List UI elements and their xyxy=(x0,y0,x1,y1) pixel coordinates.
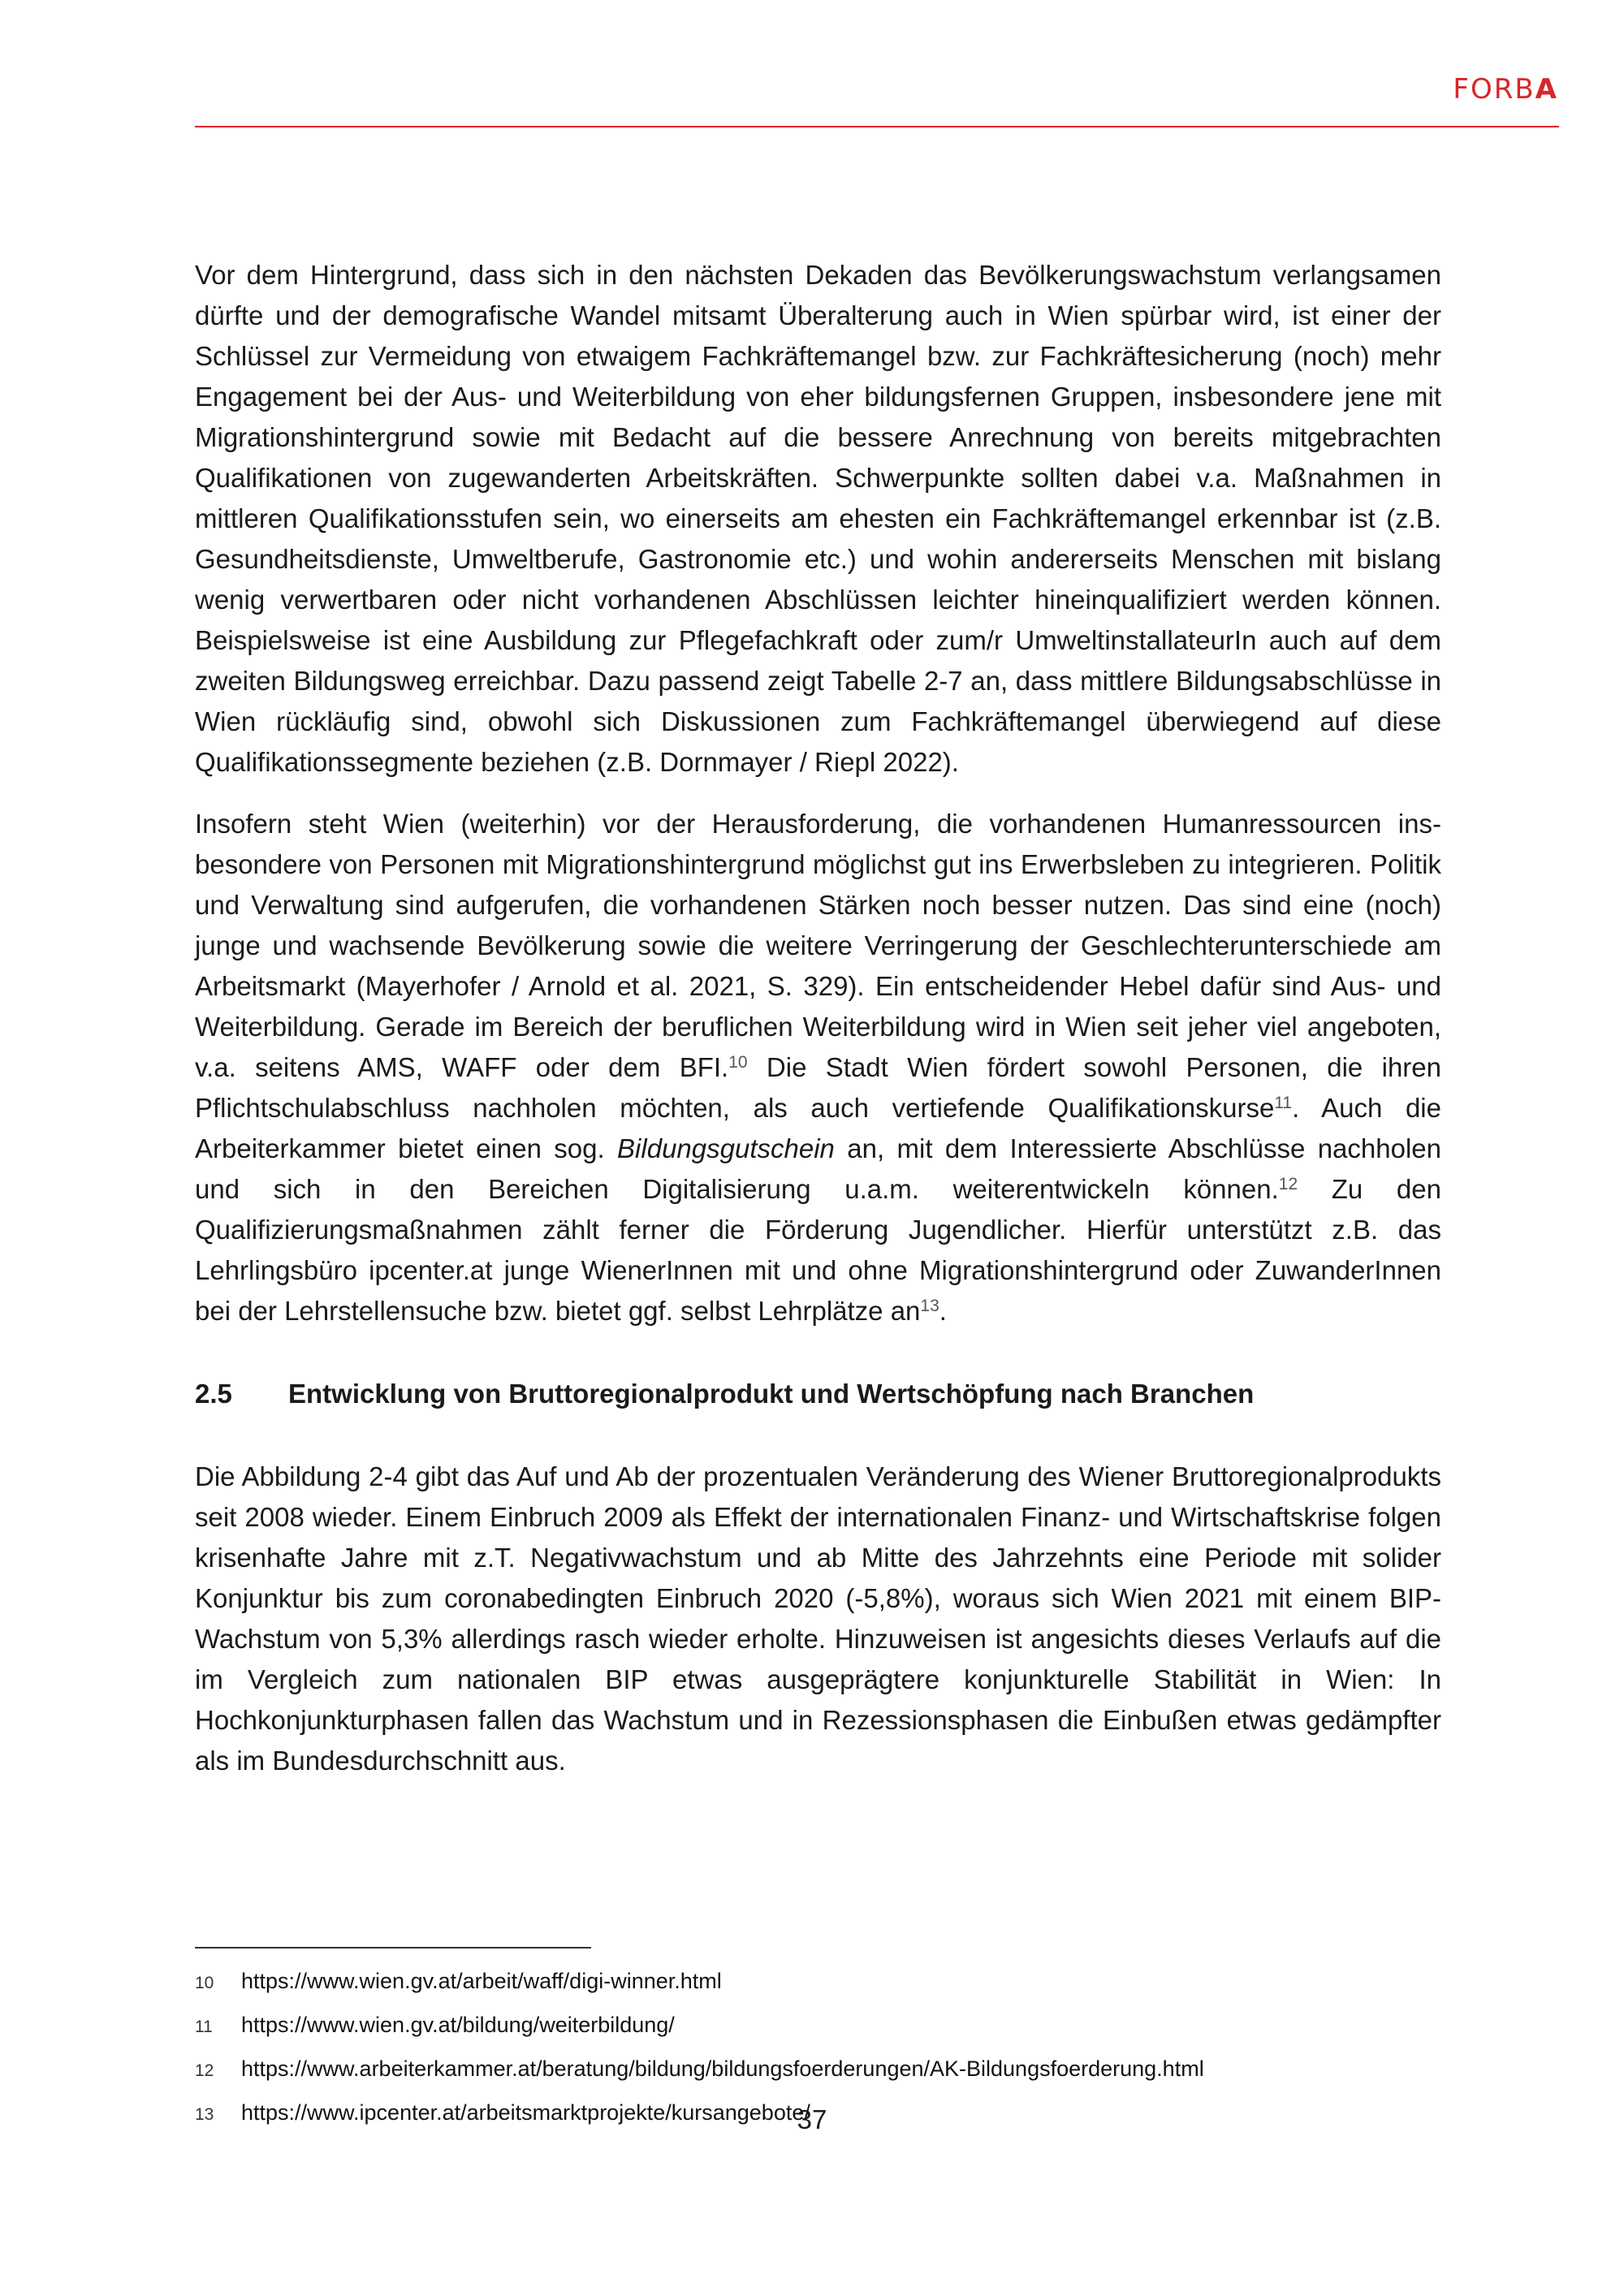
bildungsgutschein-term: Bildungsgutschein xyxy=(617,1133,835,1163)
footnote-link[interactable]: https://www.wien.gv.at/arbeit/waff/digi-winner.html xyxy=(241,1969,722,1993)
paragraph-2-text-c: . Auch die Arbeiterkammer bietet einen sog. xyxy=(195,1093,1441,1163)
footnote-divider xyxy=(195,1947,591,1949)
paragraph-2-text-f: . xyxy=(939,1296,947,1326)
footnote-item xyxy=(195,1969,1559,2013)
header-divider xyxy=(195,126,1559,127)
paragraph-2-text-e: Zu den Qualifizierungsmaßnahmen zählt ferner die Förderung Jugendlicher. Hierfür unterstützt z.B. das Lehrlingsbüro ipcenter.at junge WienerInnen mit und ohne Migrationshintergrund oder ZuwanderInnen bei der Lehrstellensuche bzw. bietet ggf. selbst Lehrplätze an xyxy=(195,1174,1441,1326)
paragraph-2-text-a: Insofern steht Wien (weiterhin) vor der Herausforderung, die vorhandenen Humanressourcen insbesondere von Personen mit Migrationshintergrund möglichst gut ins Erwerbsleben zu integrieren. Politik und Verwaltung sind aufgerufen, die vorhandenen Stärken noch besser nutzen. Das sind eine (noch) junge und wachsende Bevölkerung sowie die weitere Verringerung der Geschlechterunterschiede am Arbeitsmarkt (Mayerhofer / Arnold et al. 2021, S. 329). Ein entscheidender Hebel dafür sind Aus- und Weiterbildung. Gerade im Bereich der beruflichen Weiterbildung wird in Wien seit jeher viel angeboten, v.a. seitens AMS, WAFF oder dem BFI. xyxy=(195,809,1441,1082)
section-heading xyxy=(195,1374,1441,1414)
section-title: Entwicklung von Bruttoregionalprodukt und Wertschöpfung nach Branchen xyxy=(288,1379,1255,1409)
footnote-ref-11[interactable]: 11 xyxy=(1274,1094,1293,1112)
section-number: 2.5 xyxy=(195,1379,232,1409)
footnote-number: 11 xyxy=(195,2018,213,2036)
footnote-item xyxy=(195,2056,1559,2100)
logo-text: FORB xyxy=(1453,73,1535,106)
logo-text-bold: A xyxy=(1535,73,1558,106)
footnote-link[interactable]: https://www.arbeiterkammer.at/beratung/bildung/bildungsfoerderungen/AK-Bildungsfoerderung.html xyxy=(241,2056,1204,2081)
forba-logo xyxy=(1453,73,1558,106)
page-number: 37 xyxy=(797,2104,827,2134)
footnote-link[interactable]: https://www.ipcenter.at/arbeitsmarktprojekte/kursangebote/ xyxy=(241,2100,810,2125)
footnote-item xyxy=(195,2013,1559,2056)
footnote-number: 10 xyxy=(195,1974,214,1992)
paragraph-1: Vor dem Hintergrund, dass sich in den nächsten Dekaden das Bevölkerungswachstum verlangsamen dürfte und der demografische Wandel mitsamt Überalterung auch in Wien spürbar wird, ist einer der Schlüssel zur Vermeidung von etwaigem Fachkräftemangel bzw. zur Fachkräftesicherung (noch) mehr Engagement bei der Aus- und Weiterbildung von eher bildungsfernen Gruppen, insbesondere jene mit Migrationshintergrund sowie mit Bedacht auf die bessere Anrechnung von bereits mitgebrachten Qualifikationen von zugewanderten Arbeitskräften. Schwerpunkte sollten dabei v.a. Maßnahmen in mittleren Qualifikationsstufen sein, wo einerseits am ehesten ein Fachkräftemangel erkennbar ist (z.B. Gesundheitsdienste, Umweltberufe, Gastronomie etc.) und wohin andererseits Menschen mit bislang wenig verwertbaren oder nicht vorhandenen Abschlüssen leichter hineinqualifiziert werden können. Beispielsweise ist eine Ausbildung zur Pflegefachkraft oder zum/r UmweltinstallateurIn auch auf dem zweiten Bildungsweg erreichbar. Dazu passend zeigt Tabelle 2-7 an, dass mittlere Bildungsabschlüsse in Wien rückläufig sind, obwohl sich Diskussionen zum Fachkräftemangel überwiegend auf diese Qualifikationssegmente beziehen (z.B. Dornmayer / Riepl 2022). xyxy=(195,260,1441,777)
footnote-number: 12 xyxy=(195,2061,214,2080)
main-content xyxy=(195,255,1441,1802)
footnote-ref-10[interactable]: 10 xyxy=(728,1053,748,1072)
footnote-number: 13 xyxy=(195,2105,214,2124)
paragraph-3: Die Abbildung 2-4 gibt das Auf und Ab der prozentualen Veränderung des Wiener Bruttoregionalprodukts seit 2008 wieder. Einem Einbruch 2009 als Effekt der internationalen Finanz- und Wirtschaftskrise folgen krisenhafte Jahre mit z.T. Negativwachstum und ab Mitte des Jahrzehnts eine Periode mit solider Konjunktur bis zum coronabedingten Einbruch 2020 (-5,8%), woraus sich Wien 2021 mit einem BIP-Wachstum von 5,3% allerdings rasch wieder erholte. Hinzuweisen ist angesichts dieses Verlaufs auf die im Vergleich zum nationalen BIP etwas ausgeprägtere konjunkturelle Stabilität in Wien: In Hochkonjunkturphasen fallen das Wachstum und in Rezessionsphasen die Einbußen etwas gedämpfter als im Bundesdurchschnitt aus. xyxy=(195,1461,1441,1776)
footnote-ref-12[interactable]: 12 xyxy=(1278,1175,1298,1193)
paragraph-2-text-d: an, mit dem Interessierte Abschlüsse nachholen und sich in den Bereichen Digitalisierung u.a.m. weiterentwickeln können. xyxy=(195,1133,1441,1204)
footnote-link[interactable]: https://www.wien.gv.at/bildung/weiterbildung/ xyxy=(241,2013,675,2037)
paragraph-2 xyxy=(195,804,1441,1331)
footnote-ref-13[interactable]: 13 xyxy=(920,1297,939,1315)
paragraph-2-text-b: Die Stadt Wien fördert sowohl Personen, die ihren Pflichtschulabschluss nachholen möchten, als auch vertiefende Qualifikationskurse xyxy=(195,1052,1441,1123)
